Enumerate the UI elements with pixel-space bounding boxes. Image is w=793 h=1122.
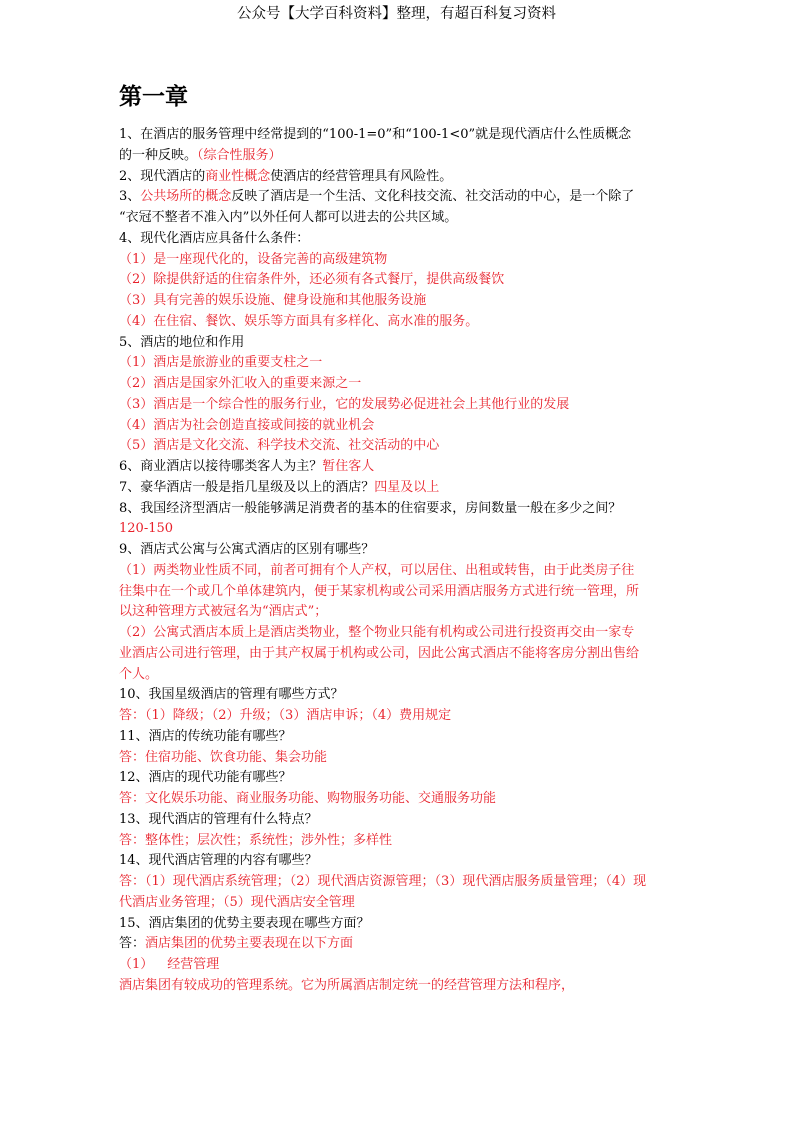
page-header: 公众号【大学百科资料】整理，有超百科复习资料	[237, 6, 556, 22]
question-12-answer: 答：文化娱乐功能、商业服务功能、购物服务功能、交通服务功能	[119, 791, 497, 806]
question-15-paragraph-1: 酒店集团有较成功的管理系统。它为所属酒店制定统一的经营管理方法和程序，	[119, 977, 575, 993]
question-4-answer-4: （4）在住宿、餐饮、娱乐等方面具有多样化、高水准的服务。	[119, 313, 479, 329]
subheading-number: （1）	[119, 957, 154, 972]
question-4-answer-2: （2）除提供舒适的住宿条件外，还必须有各式餐厅，提供高级餐饮	[119, 272, 505, 288]
question-7	[119, 478, 679, 499]
question-6-text: 6、商业酒店以接待哪类客人为主？	[119, 459, 323, 474]
question-5-answer-2: （2）酒店是国家外汇收入的重要来源之一	[119, 376, 362, 391]
document-body	[119, 125, 679, 997]
question-3-line-2: “衣冠不整者不准入内”以外任何人都可以进去的公共区域。	[119, 210, 458, 225]
question-15: 15、酒店集团的优势主要表现在哪些方面？	[119, 915, 370, 931]
question-10-answer: 答：（1）降级；（2）升级；（3）酒店申诉；（4）费用规定	[119, 708, 452, 723]
question-9-answer-1-line-1: （1）两类物业性质不同，前者可拥有个人产权，可以居住、出租或转售，由于此类房子往	[119, 562, 635, 578]
question-13-answer: 答：整体性；层次性；系统性；涉外性；多样性	[119, 832, 393, 848]
subheading-title: 经营管理	[167, 957, 220, 972]
question-2	[119, 167, 679, 188]
question-2-answer: 商业性概念	[205, 168, 271, 184]
question-2-suffix: 使酒店的经营管理具有风险性。	[270, 168, 453, 184]
question-7-answer: 四星及以上	[374, 479, 440, 495]
question-9-answer-1-line-3: 以这种管理方式被冠名为“酒店式”；	[119, 604, 328, 620]
question-15-answer-text: 酒店集团的优势主要表现在以下方面	[145, 936, 354, 952]
question-15-answer	[119, 934, 679, 955]
question-9-answer-2-line-3: 个人。	[119, 666, 159, 682]
question-14-answer-line-2: 代酒店业务管理；（5）现代酒店安全管理	[119, 894, 355, 910]
question-12: 12、酒店的现代功能有哪些？	[119, 770, 292, 786]
question-15-subheading-1	[119, 955, 679, 976]
question-5: 5、酒店的地位和作用	[119, 334, 245, 350]
question-5-answer-4: （4）酒店为社会创造直接或间接的就业机会	[119, 417, 375, 433]
question-7-text: 7、豪华酒店一般是指几星级及以上的酒店？	[119, 479, 375, 495]
question-6-answer: 暂住客人	[322, 459, 375, 474]
question-2-prefix: 2、现代酒店的	[119, 168, 206, 184]
question-1-line-2	[119, 146, 679, 167]
question-9-answer-1-line-2: 往集中在一个或几个单体建筑内，便于某家机构或公司采用酒店服务方式进行统一管理，所	[119, 583, 640, 599]
question-3-prefix: 3、	[119, 189, 141, 205]
question-1-line-1: 1、在酒店的服务管理中经常提到的“100-1=0”和“100-1<0”就是现代酒店什么性质概念	[119, 127, 632, 142]
question-11-answer: 答：住宿功能、饮食功能、集会功能	[119, 749, 328, 765]
question-5-answer-3: （3）酒店是一个综合性的服务行业，它的发展势必促进社会上其他行业的发展	[119, 396, 570, 412]
question-15-answer-prefix: 答：	[119, 936, 146, 952]
question-6	[119, 457, 679, 478]
question-4: 4、现代化酒店应具备什么条件：	[119, 230, 310, 246]
question-4-answer-1: （1）是一座现代化的，设备完善的高级建筑物	[119, 251, 388, 267]
question-13: 13、现代酒店的管理有什么特点？	[119, 811, 318, 827]
question-1-answer: （综合性服务）	[197, 147, 282, 163]
question-3-suffix: 反映了酒店是一个生活、文化科技交流、社交活动的中心，是一个除了	[231, 189, 635, 205]
question-9-answer-2-line-2: 业酒店公司进行管理，由于其产权属于机构或公司，因此公寓式酒店不能将客房分割出售给	[119, 645, 640, 661]
question-8-answer: 120-150	[119, 521, 174, 537]
question-3-line-1	[119, 187, 679, 208]
question-14-answer-line-1: 答：（1）现代酒店系统管理；（2）现代酒店资源管理；（3）现代酒店服务质量管理；（4）现	[119, 874, 647, 889]
question-3-answer: 公共场所的概念	[140, 189, 232, 205]
question-14: 14、现代酒店管理的内容有哪些？	[119, 853, 318, 869]
question-11: 11、酒店的传统功能有哪些？	[119, 728, 292, 744]
question-5-answer-1: （1）酒店是旅游业的重要支柱之一	[119, 355, 323, 371]
question-4-answer-3: （3）具有完善的娱乐设施、健身设施和其他服务设施	[119, 293, 427, 308]
question-1-text: 的一种反映。	[119, 147, 198, 163]
question-5-answer-5: （5）酒店是文化交流、科学技术交流、社交活动的中心	[119, 438, 440, 454]
chapter-title: 第一章	[119, 84, 188, 110]
question-9: 9、酒店式公寓与公寓式酒店的区别有哪些？	[119, 542, 375, 557]
question-9-answer-2-line-1: （2）公寓式酒店本质上是酒店类物业，整个物业只能有机构或公司进行投资再交由一家专	[119, 625, 635, 640]
question-8: 8、我国经济型酒店一般能够满足消费者的基本的住宿要求，房间数量一般在多少之间？	[119, 500, 622, 516]
question-10: 10、我国星级酒店的管理有哪些方式？	[119, 687, 344, 703]
